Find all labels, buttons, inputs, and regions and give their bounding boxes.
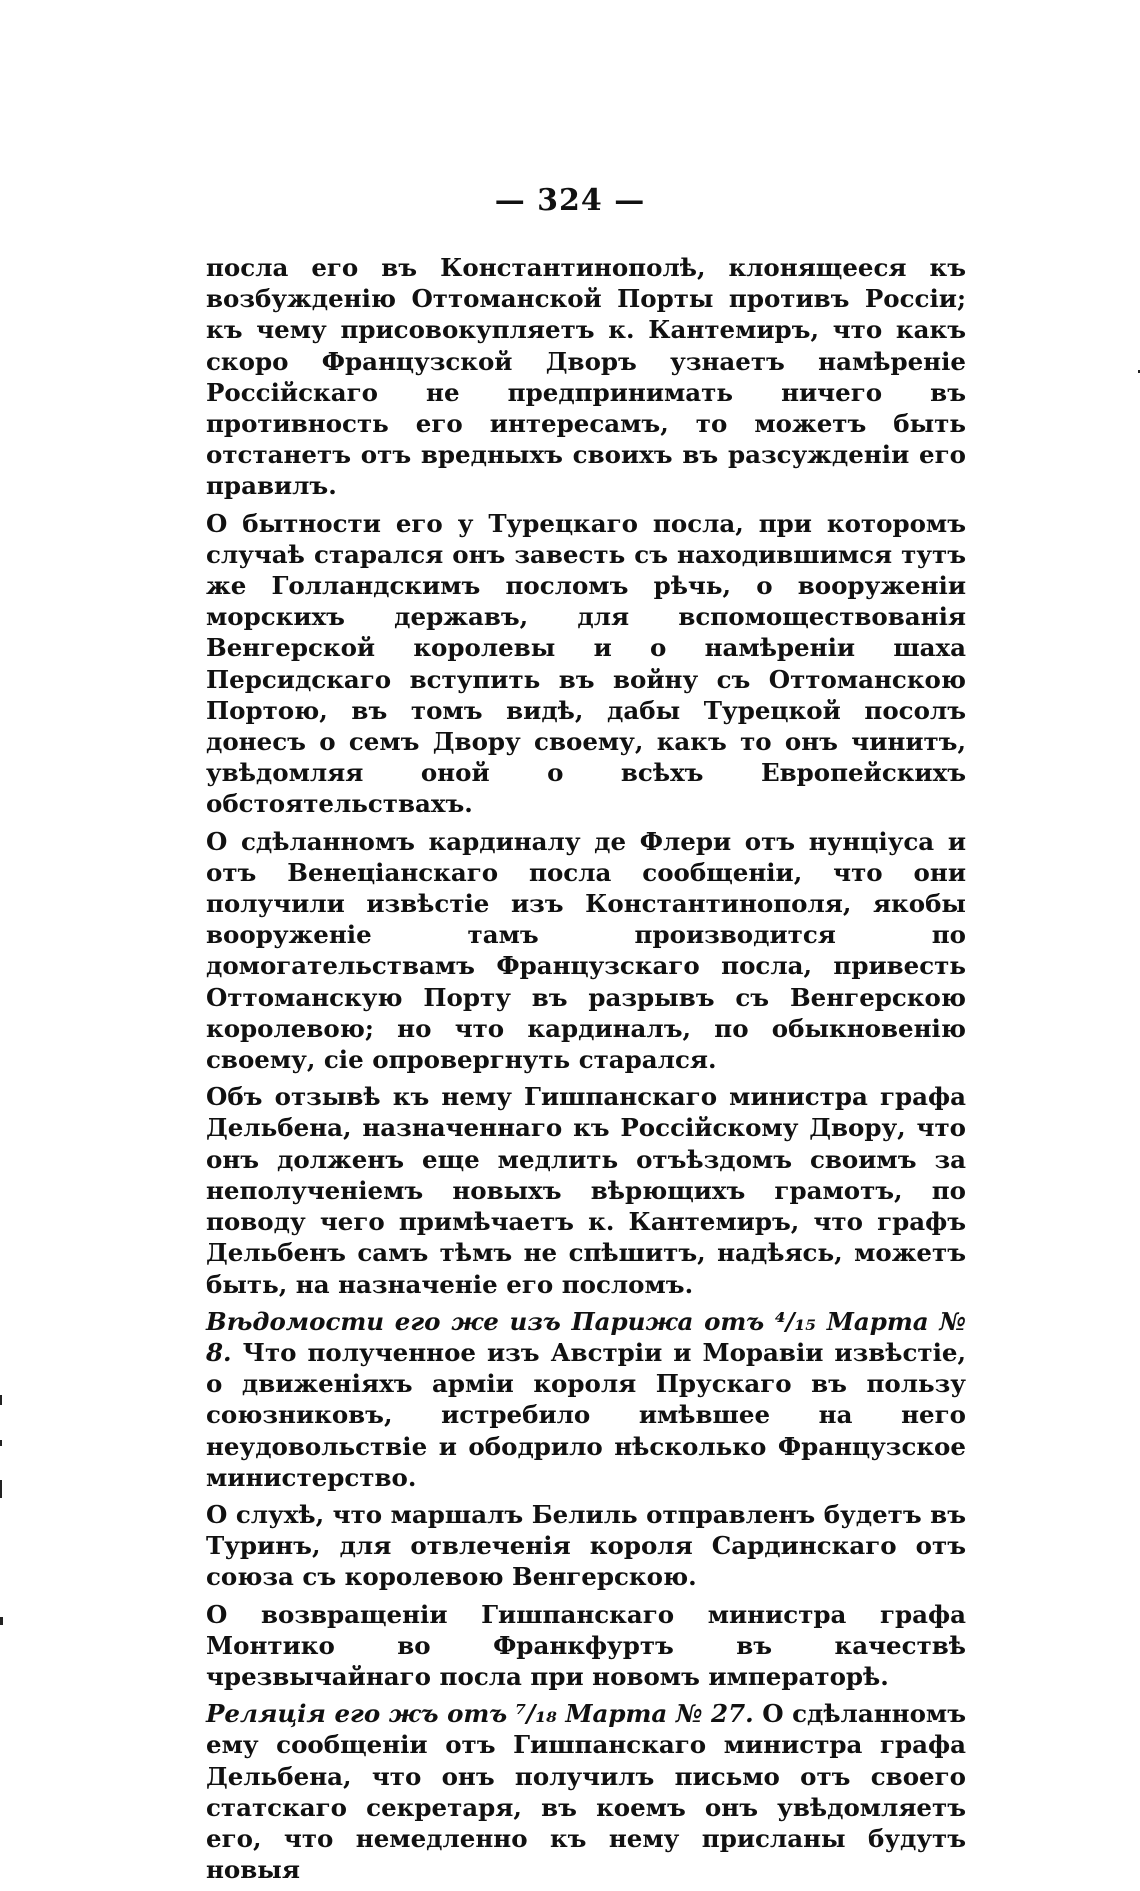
paragraph-5 (206, 1306, 966, 1493)
text-body (206, 252, 966, 1891)
paragraph-8-text: О сдѣланномъ ему сообщеніи отъ Гишпанскаго министра графа Дельбена, что онъ получилъ письмо отъ своего статскаго секретаря, въ коемъ онъ увѣдомляетъ его, что немедленно къ нему присланы будутъ новыя (206, 1699, 966, 1885)
paragraph-1: посла его въ Константинополѣ, клонящееся къ возбужденію Оттоманской Порты противъ Россіи; къ чему присовокупляетъ к. Кантемиръ, что какъ скоро Французской Дворъ узнаетъ намѣреніе Россійскаго не предпринимать ничего въ противность его интересамъ, то можетъ быть отстанетъ отъ вредныхъ своихъ въ разсужденіи его правилъ. (206, 253, 966, 501)
paragraph-5-text: Что полученное изъ Австріи и Моравіи извѣстіе, о движеніяхъ арміи короля Прускаго въ пользу союзниковъ, истребило имѣвшее на него неудовольствіе и ободрило нѣсколько Французское министерство. (206, 1337, 966, 1492)
scan-mark-left-4 (0, 1617, 3, 1625)
paragraph-3: О сдѣланномъ кардиналу де Флери отъ нунціуса и отъ Венеціанскаго посла сообщеніи, что они получили извѣстіе изъ Константинополя, якобы вооруженіе тамъ производится по домогательствамъ Французскаго посла, привесть Оттоманскую Порту въ разрывъ съ Венгерскою королевою; но что кардиналъ, по обыкновенію своему, сіе опровергнуть старался. (206, 826, 966, 1075)
paragraph-8-heading: Реляція его жъ отъ ⁷/₁₈ Марта № 27. (206, 1699, 754, 1729)
paragraph-7: О возвращеніи Гишпанскаго министра графа Монтико во Франкфуртъ въ качествѣ чрезвычайнаго посла при новомъ императорѣ. (206, 1599, 966, 1691)
scan-mark-left-1 (0, 1395, 2, 1405)
paragraph-8 (206, 1698, 966, 1885)
paragraph-6: О слухѣ, что маршалъ Белиль отправленъ будетъ въ Туринъ, для отвлеченія короля Сардинскаго отъ союза съ королевою Венгерскою. (206, 1499, 966, 1592)
paragraph-2: О бытности его у Турецкаго посла, при которомъ случаѣ старался онъ завесть съ находившимся тутъ же Голландскимъ посломъ рѣчь, о вооруженіи морскихъ державъ, для вспомоществованія Венгерской королевы и о намѣреніи шаха Персидскаго вступить въ войну съ Оттоманскою Портою, въ томъ видѣ, дабы Турецкой посолъ донесъ о семъ Двору своему, какъ то онъ чинитъ, увѣдомляя оной о всѣхъ Европейскихъ обстоятельствахъ. (206, 508, 966, 819)
paragraph-4: Объ отзывѣ къ нему Гишпанскаго министра графа Дельбена, назначеннаго къ Россійскому Двору, что онъ долженъ еще медлить отъѣздомъ своимъ за неполученіемъ новыхъ вѣрющихъ грамотъ, по поводу чего примѣчаетъ к. Кантемиръ, что графъ Дельбенъ самъ тѣмъ не спѣшитъ, надѣясь, можетъ быть, на назначеніе его посломъ. (206, 1082, 966, 1299)
page-number: — 324 — (494, 183, 646, 218)
scan-mark-left-3 (0, 1480, 2, 1498)
scan-mark-left-2 (0, 1440, 2, 1446)
paragraph-5-heading: Вѣдомости его же изъ Парижа отъ ⁴/₁₅ Марта № 8. (206, 1306, 966, 1367)
